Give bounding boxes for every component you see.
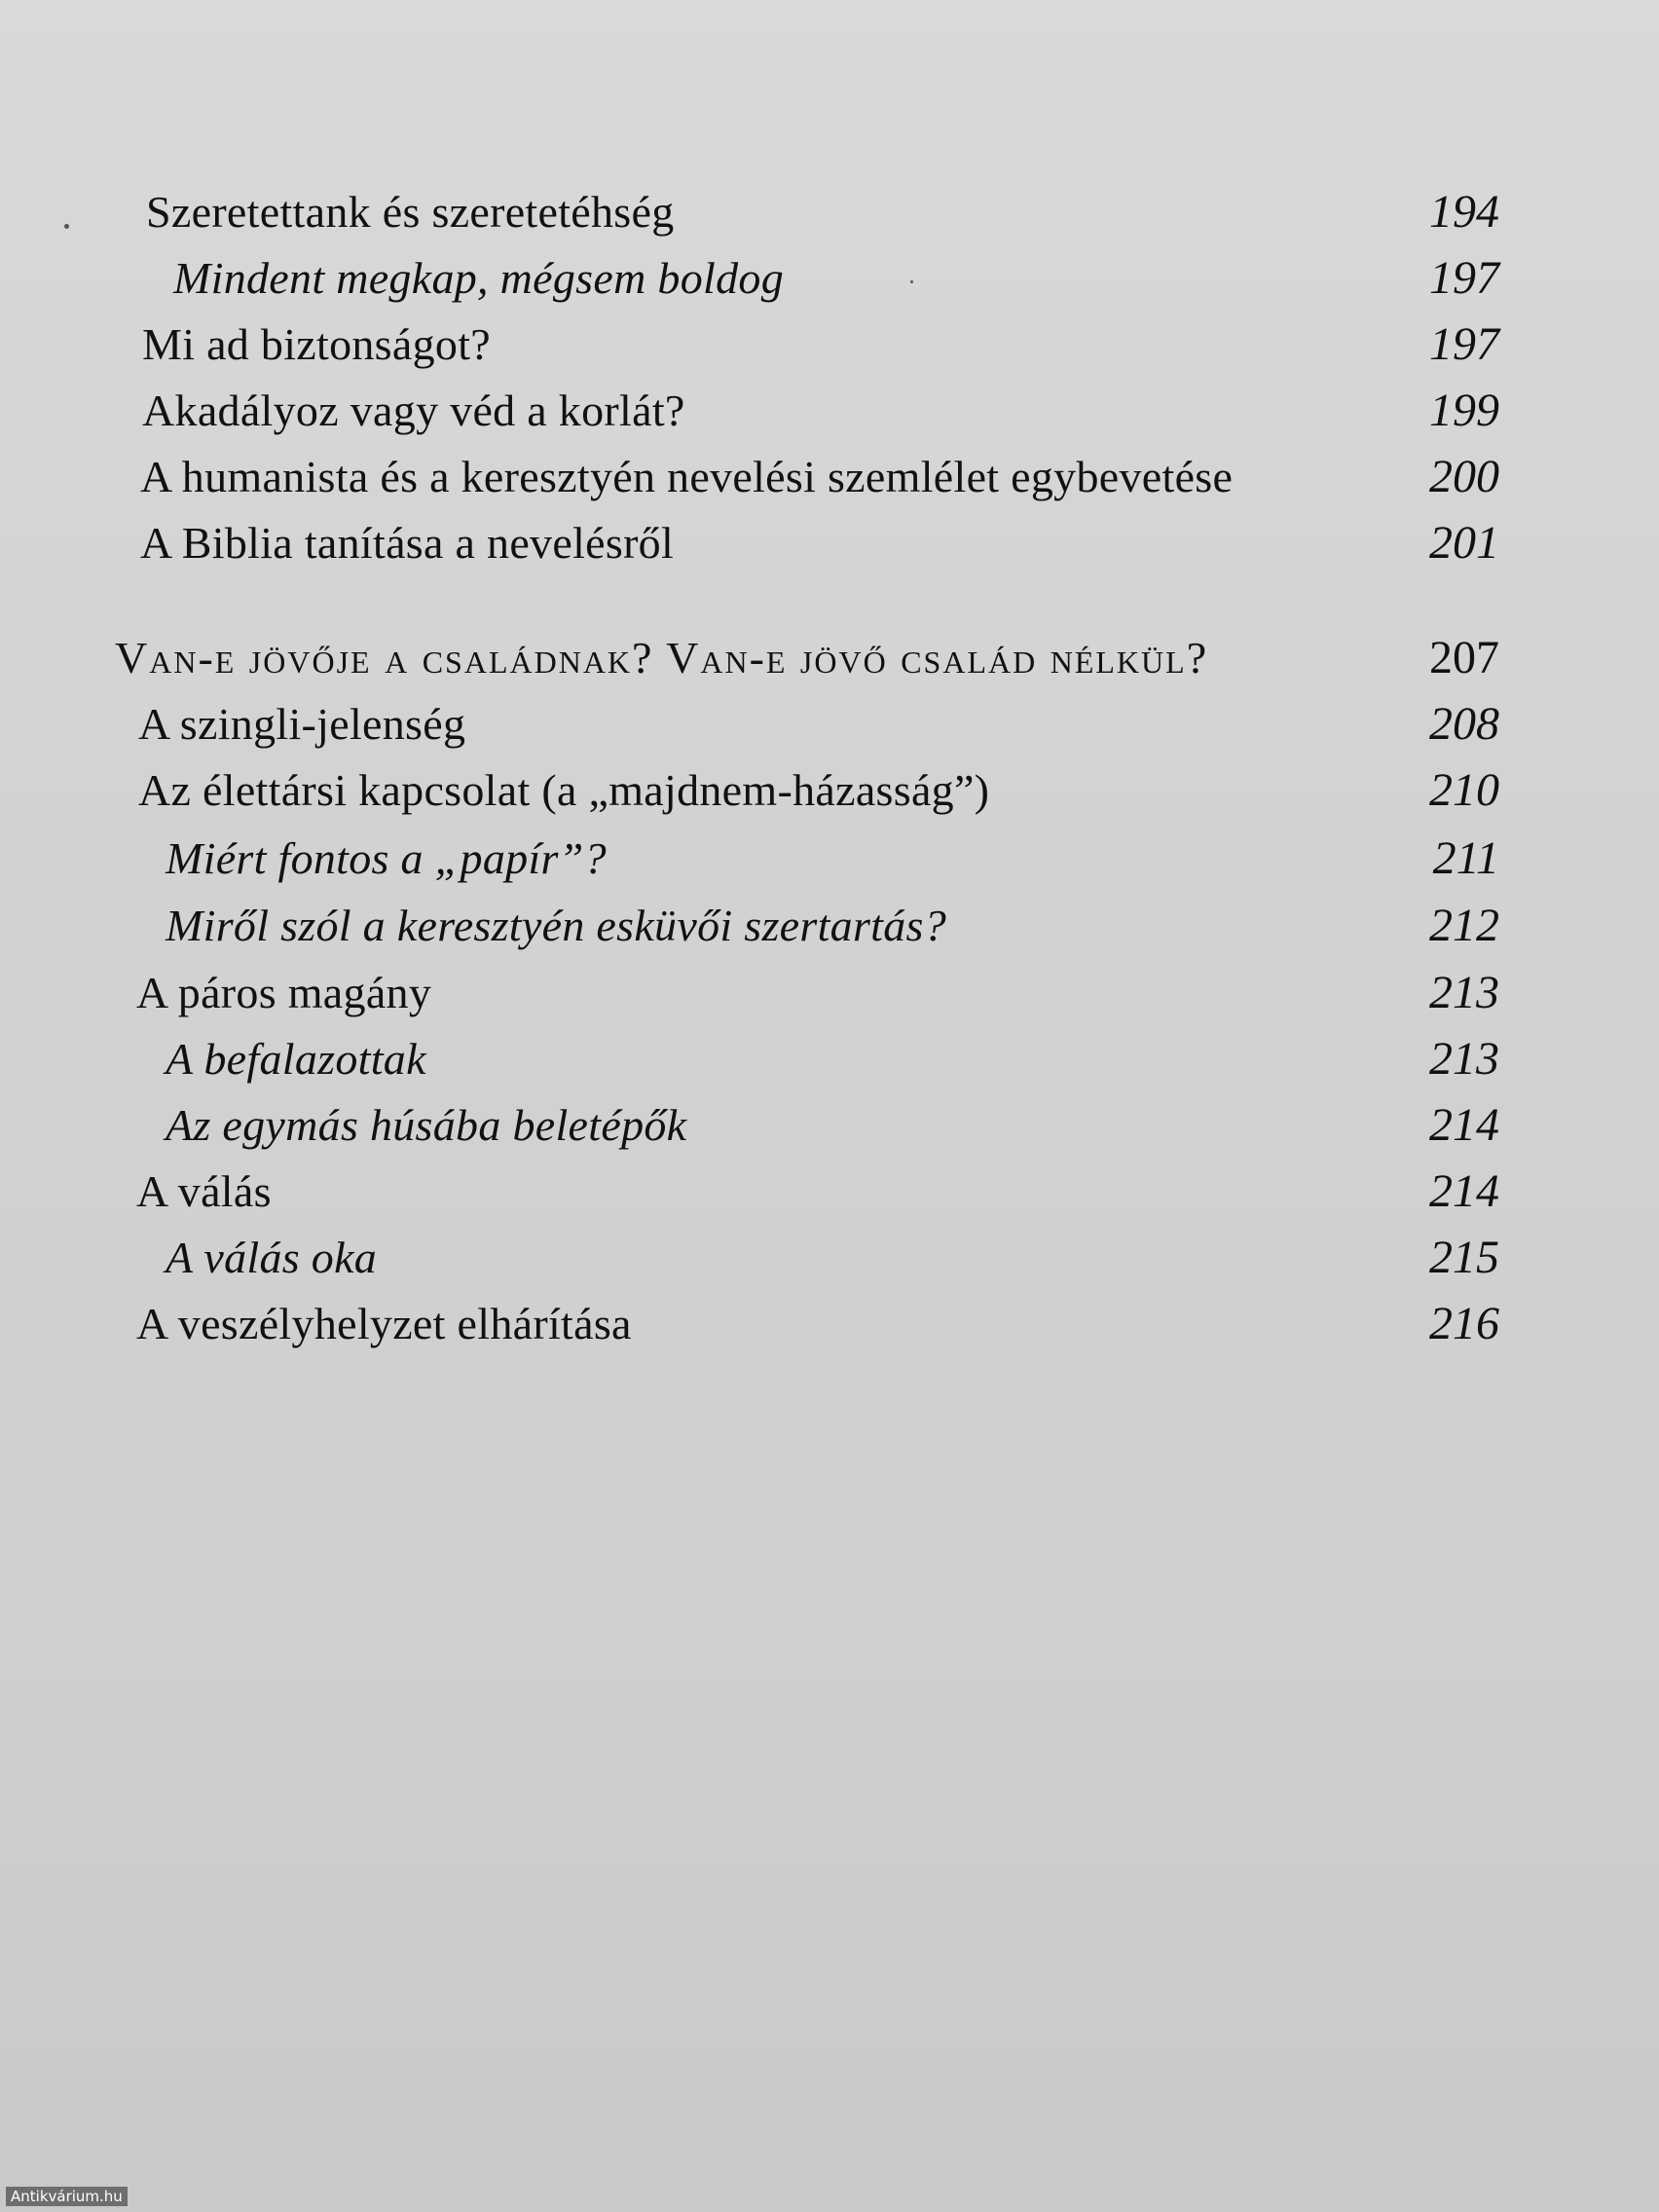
toc-subentry xyxy=(166,1231,1499,1284)
paper-speck xyxy=(910,280,913,283)
toc-entry-title: A válás xyxy=(136,1166,272,1216)
toc-entry-page: 214 xyxy=(1429,1165,1499,1217)
toc-entry-page: 197 xyxy=(1429,318,1499,370)
toc-entry-page: 214 xyxy=(1429,1099,1499,1151)
toc-entry-page: 194 xyxy=(1429,186,1499,238)
toc-entry-title: A veszélyhelyzet elhárítása xyxy=(136,1299,632,1348)
toc-entry-title: A válás oka xyxy=(166,1233,378,1282)
toc-subentry xyxy=(173,251,1499,305)
toc-entry-page: 215 xyxy=(1429,1232,1499,1283)
toc-entry-title: Az élettársi kapcsolat (a „majdnem-házasság”) xyxy=(138,765,990,815)
toc-subentry xyxy=(166,1098,1499,1152)
toc-entry-title: A páros magány xyxy=(136,968,432,1017)
toc-entry xyxy=(138,763,1499,817)
toc-entry-title: Miről szól a keresztyén esküvői szertartás? xyxy=(166,901,947,950)
toc-entry-title: Akadályoz vagy véd a korlát? xyxy=(142,386,685,435)
toc-entry-page: 213 xyxy=(1429,967,1499,1018)
toc-entry-page: 200 xyxy=(1429,451,1499,502)
toc-chapter-heading xyxy=(115,631,1499,684)
toc-entry-page: 197 xyxy=(1429,252,1499,304)
toc-entry xyxy=(142,317,1499,371)
toc-entry-title: A humanista és a keresztyén nevelési szemlélet egybevetése xyxy=(140,452,1234,501)
toc-entry xyxy=(140,516,1499,570)
toc-entry-title: Az egymás húsába beletépők xyxy=(166,1100,687,1150)
toc-entry-title: Mindent megkap, mégsem boldog xyxy=(173,253,785,303)
toc-entry xyxy=(136,1297,1499,1350)
toc-entry-page: 207 xyxy=(1429,632,1499,683)
paper-speck xyxy=(64,224,69,229)
toc-entry-page: 216 xyxy=(1429,1298,1499,1349)
toc-entry-page: 211 xyxy=(1432,832,1499,884)
toc-subentry xyxy=(166,1032,1499,1086)
toc-entry-page: 212 xyxy=(1429,900,1499,951)
toc-entry-page: 213 xyxy=(1429,1033,1499,1085)
toc-entry-title: Szeretettank és szeretetéhség xyxy=(146,187,675,237)
toc-entry-title: Miért fontos a „papír”? xyxy=(166,833,607,883)
watermark: Antikvárium.hu xyxy=(6,2187,128,2206)
toc-subentry xyxy=(166,899,1499,952)
toc-entry xyxy=(136,1164,1499,1218)
toc-entry-title: Mi ad biztonságot? xyxy=(142,319,491,369)
toc-entry-title: A befalazottak xyxy=(166,1034,426,1084)
toc-entry xyxy=(140,450,1499,503)
toc-entry xyxy=(138,697,1499,751)
toc-entry xyxy=(136,966,1499,1019)
toc-entry-page: 210 xyxy=(1429,764,1499,816)
toc-entry xyxy=(146,185,1499,239)
toc-entry-title: A szingli-jelenség xyxy=(138,699,466,749)
toc-subentry xyxy=(166,831,1499,885)
toc-entry-page: 208 xyxy=(1429,698,1499,750)
toc-entry xyxy=(142,384,1499,437)
toc-entry-page: 201 xyxy=(1429,517,1499,569)
toc-entry-page: 199 xyxy=(1429,385,1499,436)
toc-chapter-title: Van-e jövője a családnak? Van-e jövő család nélkül? xyxy=(115,633,1209,682)
toc-entry-title: A Biblia tanítása a nevelésről xyxy=(140,518,675,568)
